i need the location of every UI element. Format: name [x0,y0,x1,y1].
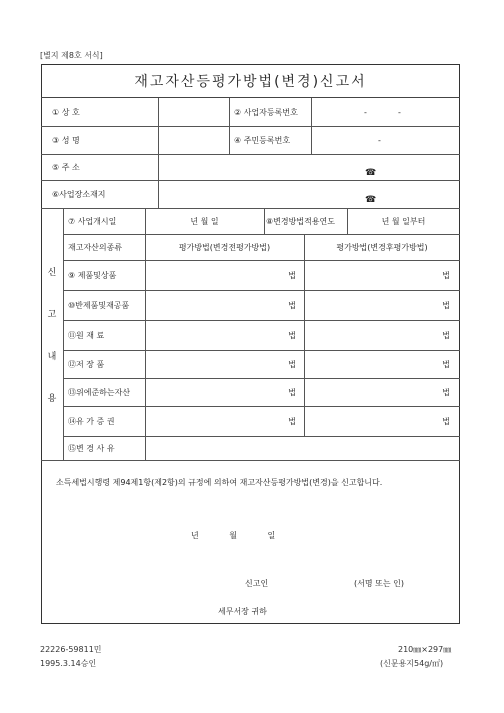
form-code: 22226-59811민 [40,645,102,654]
field-separator: - [364,107,367,117]
method-before-field[interactable]: 법 [288,416,296,426]
form-number-note: [별지 제8호 서식] [40,51,103,60]
method-before-field[interactable]: 법 [288,300,296,310]
declaration-date[interactable]: 년 월 일 [191,531,276,540]
col-divider [264,208,265,234]
method-after-header: 평가방법(변경후평가방법) [336,242,428,252]
method-before-field[interactable]: 법 [288,330,296,340]
method-after-field[interactable]: 법 [442,300,450,310]
change-reason-field[interactable] [146,436,459,460]
business-name-field[interactable] [159,98,228,126]
asset-type-label: ⑭유 가 증 권 [68,416,115,426]
business-location-field[interactable] [159,180,459,208]
method-before-field[interactable]: 법 [288,359,296,369]
business-start-date-field[interactable]: 년 월 일 [190,216,219,226]
method-change-year-label: ⑧변경방법적용연도 [266,216,335,226]
address-field[interactable] [159,154,459,180]
name-label: ③ 성 명 [52,135,80,145]
method-before-field[interactable]: 법 [288,270,296,280]
recipient-label: 세무서장 귀하 [218,607,267,616]
form-title: 재고자산등평가방법(변경)신고서 [41,64,460,98]
method-before-header: 평가방법(변경전평가방법) [178,242,271,252]
field-separator: - [378,135,381,145]
asset-type-label: ⑬위에준하는자산 [68,387,131,397]
asset-type-label: ⑩반제품및재공품 [68,300,130,310]
declaration-text: 소득세법시행령 제94제1항(제2항)의 규정에 의하여 재고자산등평가방법(변경)을 신고합니다. [56,478,383,487]
phone-icon: ☎ [365,168,377,178]
field-separator: - [398,107,401,117]
signature-note: (서명 또는 인) [354,579,404,588]
sidebar-char: 용 [47,393,57,404]
address-label: ⑤ 주 소 [52,162,80,172]
resident-number-field[interactable] [312,126,460,154]
sidebar-char: 고 [47,309,57,320]
asset-type-label: ⑫저 장 품 [68,359,105,369]
method-after-field[interactable]: 법 [442,416,450,426]
method-after-field[interactable]: 법 [442,359,450,369]
method-after-field[interactable]: 법 [442,270,450,280]
resident-number-label: ④ 주민등록번호 [234,135,291,145]
business-reg-number-field[interactable] [312,98,460,126]
col-divider [63,208,64,460]
business-name-label: ① 상 호 [52,107,80,117]
change-reason-label: ⑮변 경 사 유 [68,443,115,453]
asset-type-header: 재고자산의종류 [68,242,123,252]
sidebar-char: 내 [47,351,57,362]
method-change-year-field[interactable]: 년 월 일부터 [381,216,426,226]
method-after-field[interactable]: 법 [442,387,450,397]
report-content-sidebar [41,210,63,458]
business-location-label: ⑥사업장소재지 [52,189,106,199]
method-before-field[interactable]: 법 [288,387,296,397]
approval-date: 1995.3.14승인 [40,659,97,668]
col-divider [229,98,230,154]
sidebar-char: 신 [47,267,57,278]
asset-type-label: ⑪원 재 료 [68,330,105,340]
business-reg-number-label: ② 사업자등록번호 [234,107,298,117]
phone-icon: ☎ [365,195,377,205]
name-field[interactable] [159,126,228,154]
row-divider [41,460,460,461]
declarant-label: 신고인 [245,579,269,588]
method-after-field[interactable]: 법 [442,330,450,340]
paper-type: (신문용지54g/㎡) [380,659,444,668]
paper-size: 210㎜×297㎜ [398,645,452,654]
business-start-date-label: ⑦ 사업개시일 [68,216,117,226]
asset-type-label: ⑨ 제품및상품 [68,270,117,280]
